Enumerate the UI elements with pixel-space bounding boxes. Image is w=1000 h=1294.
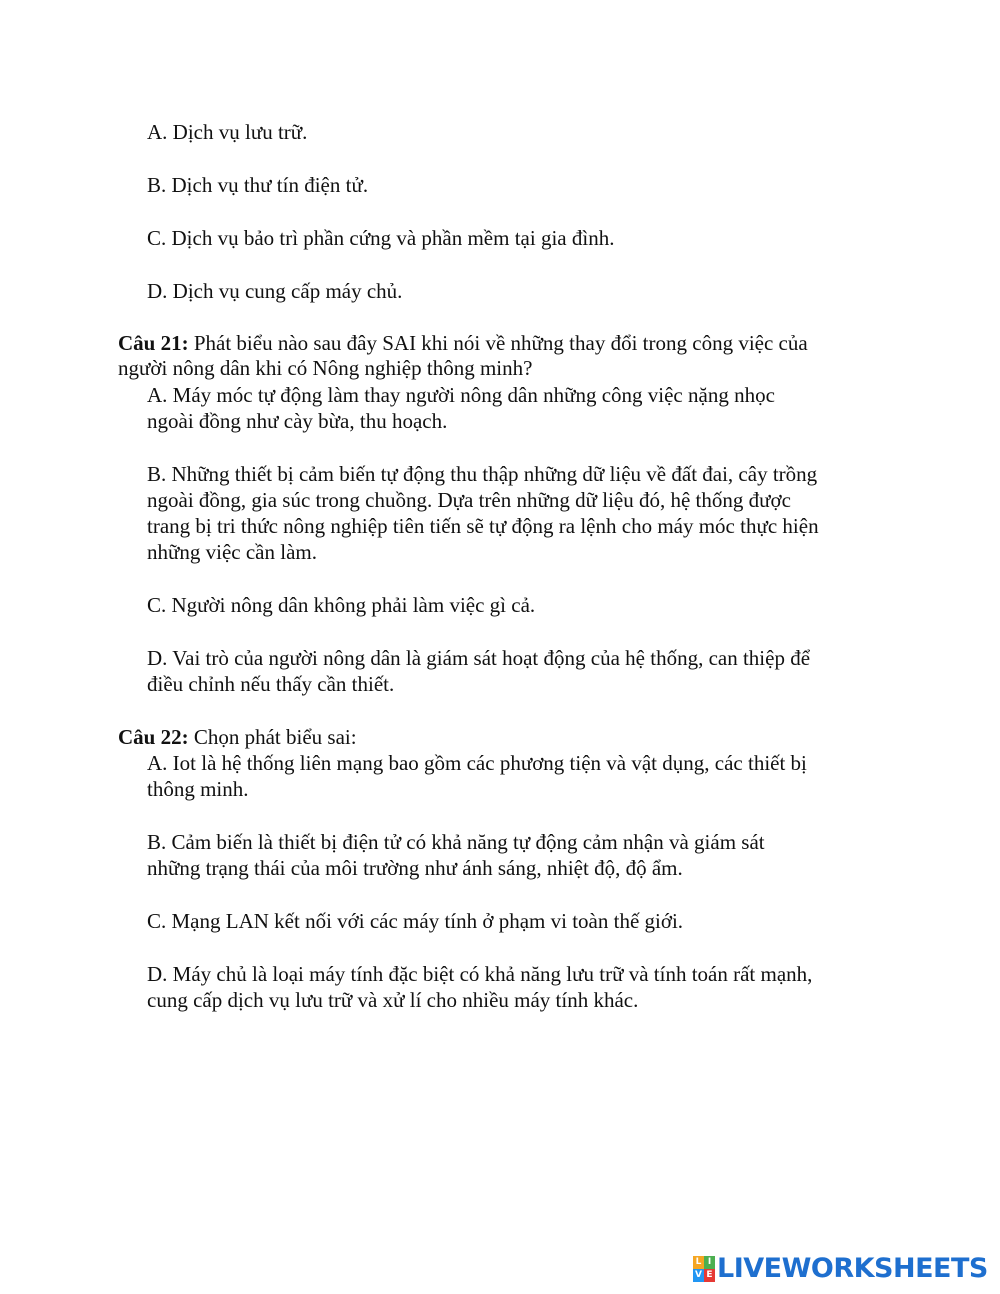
q22-option-b-line1: B. Cảm biến là thiết bị điện tử có khả năng tự động cảm nhận và giám sát — [147, 830, 765, 854]
q21-option-b-line1: B. Những thiết bị cảm biến tự động thu thập những dữ liệu về đất đai, cây trồng — [147, 462, 818, 486]
question-22-text: Chọn phát biểu sai: — [188, 725, 357, 749]
prev-option-c: C. Dịch vụ bảo trì phần cứng và phần mềm tại gia đình. — [147, 226, 615, 250]
q22-option-d-line1: D. Máy chủ là loại máy tính đặc biệt có khả năng lưu trữ và tính toán rất mạnh, — [147, 962, 813, 986]
q22-option-d-line2: cung cấp dịch vụ lưu trữ và xử lí cho nhiều máy tính khác. — [147, 988, 639, 1012]
q21-option-b-line4: những việc cần làm. — [147, 540, 317, 564]
q22-option-a-line1: A. Iot là hệ thống liên mạng bao gồm các phương tiện và vật dụng, các thiết bị — [147, 751, 807, 775]
q22-option-a-line2: thông minh. — [147, 777, 249, 801]
liveworksheets-logo — [693, 1254, 988, 1284]
question-21-label: Câu 21: — [118, 331, 189, 355]
prev-option-d: D. Dịch vụ cung cấp máy chủ. — [147, 279, 403, 303]
q21-option-d-line1: D. Vai trò của người nông dân là giám sát hoạt động của hệ thống, can thiệp để — [147, 646, 811, 670]
question-21-line1 — [118, 330, 808, 356]
q21-option-b-line3: trang bị tri thức nông nghiệp tiên tiến sẽ tự động ra lệnh cho máy móc thực hiện — [147, 514, 819, 538]
question-22-label: Câu 22: — [118, 725, 189, 749]
q22-option-b-line2: những trạng thái của môi trường như ánh sáng, nhiệt độ, độ ẩm. — [147, 856, 683, 880]
q21-option-c-line1: C. Người nông dân không phải làm việc gì cả. — [147, 593, 536, 617]
prev-option-a: A. Dịch vụ lưu trữ. — [147, 120, 308, 144]
prev-option-b: B. Dịch vụ thư tín điện tử. — [147, 173, 369, 197]
q21-option-d-line2: điều chỉnh nếu thấy cần thiết. — [147, 672, 395, 696]
liveworksheets-logo-icon: L I V E — [693, 1256, 715, 1282]
q21-option-b-line2: ngoài đồng, gia súc trong chuồng. Dựa trên những dữ liệu đó, hệ thống được — [147, 488, 791, 512]
question-22-line1 — [118, 724, 357, 750]
liveworksheets-logo-text: LIVEWORKSHEETS — [717, 1253, 988, 1284]
q21-option-a-line2: ngoài đồng như cày bừa, thu hoạch. — [147, 409, 448, 433]
question-21-line2: người nông dân khi có Nông nghiệp thông minh? — [118, 356, 533, 380]
question-21-text: Phát biểu nào sau đây SAI khi nói về những thay đổi trong công việc của — [188, 331, 808, 355]
q22-option-c-line1: C. Mạng LAN kết nối với các máy tính ở phạm vi toàn thế giới. — [147, 909, 684, 933]
q21-option-a-line1: A. Máy móc tự động làm thay người nông dân những công việc nặng nhọc — [147, 383, 775, 407]
